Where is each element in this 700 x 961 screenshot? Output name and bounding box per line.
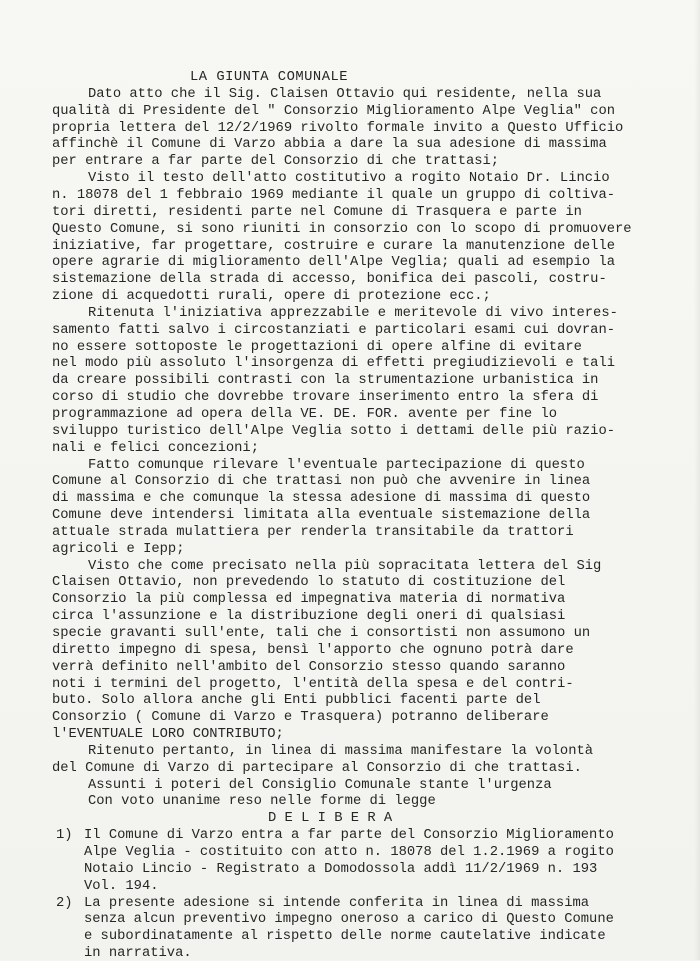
text-line: zione di acquedotti rurali, opere di protezione ecc.; — [52, 289, 491, 304]
text-line: Con voto unanime reso nelle forme di legge — [88, 794, 436, 810]
text-line: samento fatti salvo i circostanziati e particolari esami cui dovran- — [52, 322, 616, 338]
text-line: di massima e che comunque la stessa adesione di massima di questo — [52, 491, 591, 507]
item-line: La presente adesione si intende conferita in linea di massima — [84, 895, 590, 911]
text-line: del Comune di Varzo di partecipare al Consorzio di che trattasi. — [52, 760, 582, 776]
text-line: specie gravanti sull'ente, tali che i consortisti non assumono un — [52, 625, 591, 641]
text-line: Visto che come precisato nella più sopracitata lettera del Sig — [88, 558, 602, 574]
text-line: n. 18078 del 1 febbraio 1969 mediante il quale un gruppo di coltiva- — [52, 187, 616, 203]
text-line: nali e felici concezioni; — [52, 440, 259, 456]
text-line: agricoli e Iepp; — [52, 541, 185, 557]
text-line: Visto il testo dell'atto costitutivo a rogito Notaio Dr. Lincio — [88, 171, 610, 187]
text-line: Ritenuta l'iniziativa apprezzabile e meritevole di vivo interes- — [88, 305, 618, 321]
item-line: Notaio Lincio - Registrato a Domodossola addì 11/2/1969 n. 193 — [84, 861, 598, 877]
text-line: buto. Solo allora anche gli Enti pubblici facenti parte del — [52, 693, 541, 709]
text-line: qualità di Presidente del " Consorzio Miglioramento Alpe Veglia" con — [52, 103, 616, 119]
text-line: Consorzio la più complessa ed impegnativa materia di normativa — [52, 592, 566, 608]
text-line: opere agrarie di miglioramento dell'Alpe Veglia; quali ad esempio la — [52, 255, 616, 271]
text-line: programmazione ad opera della VE. DE. FOR. avente per fine lo — [52, 406, 558, 422]
text-line: no essere sottoposte le progettazioni di opere alfine di evitare — [52, 339, 582, 355]
item-number: 1) — [56, 828, 73, 844]
item-line: Alpe Veglia - costituito con atto n. 18078 del 1.2.1969 a rogito — [84, 844, 614, 860]
item-line: e subordinatamente al rispetto delle norme cautelative indicate — [84, 929, 606, 945]
text-line: Questo Comune, si sono riuniti in consorzio con lo scopo di promuovere — [52, 221, 632, 237]
text-line: propria lettera del 12/2/1969 rivolto formale invito a Questo Ufficio — [52, 120, 624, 136]
text-line: Ritenuto pertanto, in linea di massima manifestare la volontà — [88, 743, 594, 759]
scan-edge-shadow — [694, 0, 700, 960]
item-line: Vol. 194. — [84, 878, 159, 894]
text-line: Assunti i poteri del Consiglio Comunale stante l'urgenza — [88, 777, 552, 793]
text-line: verrà definito nell'ambito del Consorzio stesso quando saranno — [52, 659, 566, 675]
delibera-heading: D E L I B E R A — [268, 811, 393, 827]
text-line: Fatto comunque rilevare l'eventuale partecipazione di questo — [88, 457, 585, 473]
text-line: Consorzio ( Comune di Varzo e Trasquera) potranno deliberare — [52, 710, 549, 726]
text-line: sviluppo turistico dell'Alpe Veglia sotto i dettami delle più razio- — [52, 423, 616, 439]
text-line: corso di studio che dovrebbe trovare inserimento entro la sfera di — [52, 390, 599, 406]
bleed-through-text — [58, 38, 66, 50]
text-line: da creare possibili contrasti con la strumentazione urbanistica in — [52, 373, 599, 389]
item-line: Il Comune di Varzo entra a far parte del Consorzio Miglioramento — [84, 828, 614, 844]
text-line: sistemazione della strada di accesso, bonifica dei pascoli, costru- — [52, 272, 607, 288]
item-line: in narrativa. — [84, 946, 192, 961]
item-line: senza alcun preventivo impegno oneroso a carico di Questo Comune — [84, 912, 614, 928]
text-line: diretto impegno di spesa, bensì l'apporto che ognuno potrà dare — [52, 642, 574, 658]
text-line: affinchè il Comune di Varzo abbia a dare la sua adesione di massima — [52, 137, 607, 153]
text-line: circa l'assunzione e la distribuzione degli oneri di qualsiasi — [52, 609, 566, 625]
text-line: Comune deve intendersi limitata alla eventuale sistemazione della — [52, 508, 591, 523]
text-line: nel modo più assoluto l'insorgenza di effetti pregiudizievoli e tali — [52, 356, 616, 372]
text-line: tori diretti, residenti parte nel Comune di Trasquera e parte in — [52, 204, 582, 220]
document-title: LA GIUNTA COMUNALE — [190, 70, 349, 85]
text-line: Comune al Consorzio di che trattasi non può che avvenire in linea — [52, 474, 591, 490]
text-line: attuale strada mulattiera per renderla transitabile da trattori — [52, 524, 574, 540]
text-line: Claisen Ottavio, non prevedendo lo statuto di costituzione del — [52, 575, 566, 591]
text-line: iniziative, far progettare, costruire e curare la manutenzione delle — [52, 238, 616, 254]
text-line: Dato atto che il Sig. Claisen Ottavio qui residente, nella sua — [88, 86, 602, 102]
text-line: noti i termini del progetto, l'entità della spesa e del contri- — [52, 676, 574, 692]
text-line: per entrare a far parte del Consorzio di che trattasi; — [52, 154, 500, 170]
text-line: l'EVENTUALE LORO CONTRIBUTO; — [52, 727, 284, 742]
item-number: 2) — [56, 895, 73, 911]
